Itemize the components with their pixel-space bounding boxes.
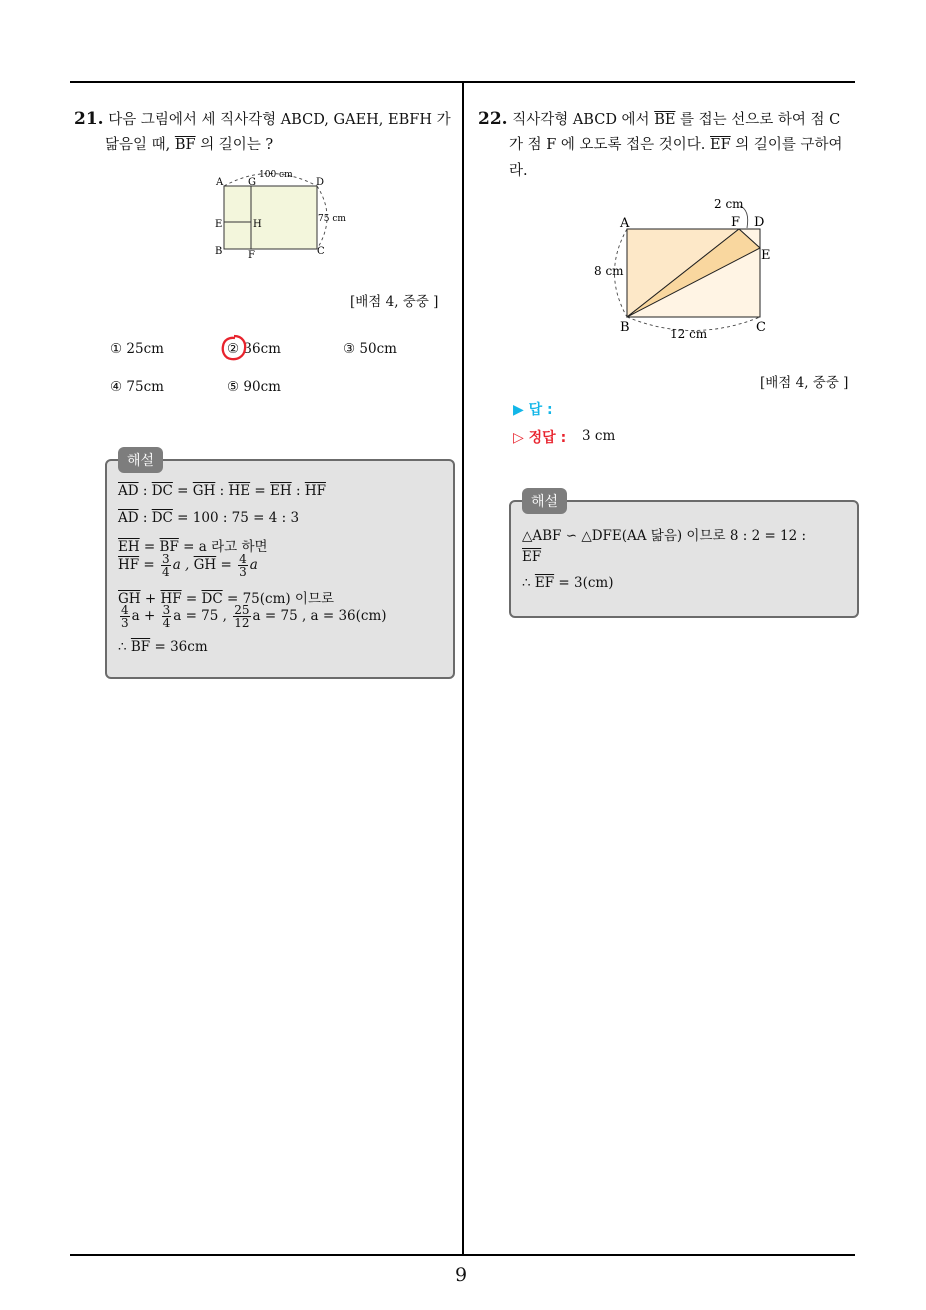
label-a: A: [216, 177, 224, 188]
label-e: E: [215, 219, 223, 230]
solution-line-2: $\overline{AD}$ : $\overline{DC} = 100$ : 75 = 4 : 3: [118, 510, 300, 526]
solution-line-7: ∴ $\overline{BF} = 36cm$: [118, 639, 208, 655]
label-d: D: [316, 177, 325, 188]
correct-answer-value: 3 cm: [582, 428, 616, 444]
question-number: 21.: [74, 109, 104, 129]
label-g: G: [248, 177, 256, 188]
score: [배점 4, 중중 ]: [760, 375, 849, 391]
label-c: C: [756, 320, 766, 335]
solution-tag: 해설: [118, 447, 163, 473]
selected-answer-mark: [219, 333, 249, 363]
question-number: 22.: [478, 109, 508, 129]
solution-box: [509, 500, 859, 618]
label-75cm: 75 cm: [318, 214, 346, 224]
label-e: E: [761, 248, 771, 263]
label-c: C: [317, 246, 325, 257]
solution-line-3: ∴ $\overline{EF} = 3(cm)$: [522, 575, 614, 591]
label-b: B: [620, 320, 630, 335]
bottom-rule: [70, 1254, 855, 1256]
score: [배점 4, 중중 ]: [350, 294, 439, 310]
label-f: F: [731, 215, 741, 230]
rectangle-figure: [205, 165, 355, 265]
solution-line-4: $\overline{HF}$ = $\frac{3}{4}$ a , $\overline{GH}$ = $\frac{4}{3}$ a: [118, 552, 258, 579]
solution-line-2: $\overline{EF}$: [522, 549, 542, 565]
page-number: 9: [455, 1264, 468, 1286]
choice-1[interactable]: ① 25cm: [110, 341, 164, 357]
label-a: A: [620, 216, 630, 231]
solution-line-6: $\frac{4}{3}$ a + $\frac{3}{4}$ a = 75 , $\frac{25}{12}$ a = 75 , a = 36(cm): [121, 603, 387, 630]
label-h: H: [253, 219, 262, 230]
folded-rectangle-figure: [590, 192, 780, 342]
segment-be: $\overline{BE}$: [654, 112, 676, 128]
solution-line-5: $\overline{GH} + \overline{HF} = \overline{DC} = 75(cm)$ 이므로: [118, 591, 335, 607]
correct-answer-label: ▷ 정답 :: [513, 430, 567, 446]
label-12cm: 12 cm: [670, 327, 708, 341]
choice-4[interactable]: ④ 75cm: [110, 379, 164, 395]
column-divider: [462, 81, 464, 1256]
choice-3[interactable]: ③ 50cm: [343, 341, 397, 357]
segment-bf: $\overline{BF}$: [174, 137, 196, 153]
label-8cm: 8 cm: [594, 264, 624, 278]
choice-5[interactable]: ⑤ 90cm: [227, 379, 281, 395]
label-f: F: [248, 250, 255, 261]
choice-2[interactable]: ② 36cm: [227, 341, 281, 357]
solution-line-3: $\overline{EH} = \overline{BF} = a$ 라고 하면: [118, 539, 268, 555]
label-b: B: [215, 246, 223, 257]
solution-line-1: △ABF ∽ △DFE(AA 닮음) 이므로 8 : 2 = 12 :: [522, 528, 807, 544]
answer-label: ▶ 답 :: [513, 402, 553, 418]
label-d: D: [754, 215, 765, 230]
question-text: 다음 그림에서 세 직사각형 ABCD, GAEH, EBFH 가: [108, 112, 451, 128]
solution-tag: 해설: [522, 488, 567, 514]
solution-line-1: $\overline{AD}$ : $\overline{DC} = \overline{GH}$ : $\overline{HE} = \overline{EH}$ : $\overline{HF}$: [118, 483, 326, 499]
segment-ef: $\overline{EF}$: [710, 137, 731, 153]
label-100cm: 100 cm: [259, 170, 293, 180]
label-2cm: 2 cm: [714, 197, 744, 211]
